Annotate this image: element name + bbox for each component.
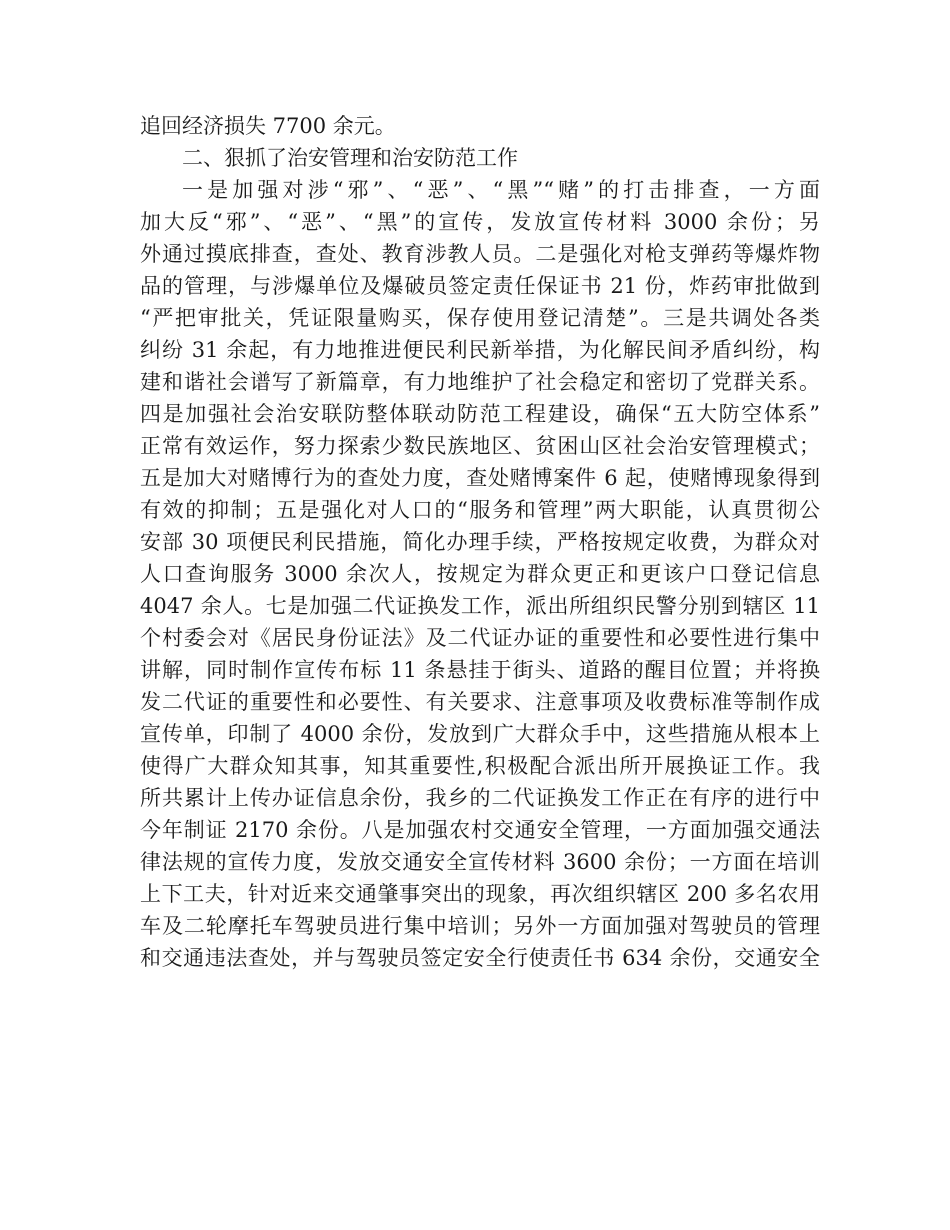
text-line: 正常有效运作，努力探索少数民族地区、贫困山区社会治安管理模式； bbox=[140, 434, 820, 458]
text-line: 人口查询服务 3000 余次人，按规定为群众更正和更该户口登记信息 bbox=[140, 562, 820, 586]
text-line: 上下工夫，针对近来交通肇事突出的现象，再次组织辖区 200 多名农用 bbox=[140, 882, 820, 906]
text-line: 追回经济损失 7700 余元。 bbox=[140, 114, 396, 138]
text-line: 所共累计上传办证信息余份，我乡的二代证换发工作正在有序的进行中 bbox=[140, 786, 820, 810]
text-line: 五是加大对赌博行为的查处力度，查处赌博案件 6 起，使赌博现象得到 bbox=[140, 466, 820, 490]
text-line: 发二代证的重要性和必要性、有关要求、注意事项及收费标准等制作成 bbox=[140, 690, 820, 714]
text-line: 外通过摸底排查，查处、教育涉教人员。二是强化对枪支弹药等爆炸物 bbox=[140, 242, 820, 266]
text-line: 和交通违法查处，并与驾驶员签定安全行使责任书 634 余份，交通安全 bbox=[140, 946, 820, 970]
text-line: 4047 余人。七是加强二代证换发工作，派出所组织民警分别到辖区 11 bbox=[140, 594, 820, 618]
text-line: 使得广大群众知其事，知其重要性,积极配合派出所开展换证工作。我 bbox=[140, 754, 820, 778]
text-line: “严把审批关，凭证限量购买，保存使用登记清楚”。三是共调处各类 bbox=[140, 306, 820, 330]
document-body bbox=[140, 110, 820, 974]
text-line: 建和谐社会谱写了新篇章，有力地维护了社会稳定和密切了党群关系。 bbox=[140, 370, 820, 394]
text-line: 品的管理，与涉爆单位及爆破员签定责任保证书 21 份，炸药审批做到 bbox=[140, 274, 820, 298]
text-line: 一是加强对涉“邪”、“恶”、“黑”“赌”的打击排查，一方面 bbox=[182, 178, 820, 202]
text-line: 加大反“邪”、“恶”、“黑”的宣传，发放宣传材料 3000 余份；另 bbox=[140, 210, 820, 234]
section-heading: 二、狠抓了治安管理和治安防范工作 bbox=[182, 146, 518, 170]
text-line: 安部 30 项便民利民措施，简化办理手续，严格按规定收费，为群众对 bbox=[140, 530, 820, 554]
text-line: 四是加强社会治安联防整体联动防范工程建设，确保“五大防空体系” bbox=[140, 402, 820, 426]
text-line: 律法规的宣传力度，发放交通安全宣传材料 3600 余份；一方面在培训 bbox=[140, 850, 820, 874]
text-line: 今年制证 2170 余份。八是加强农村交通安全管理，一方面加强交通法 bbox=[140, 818, 820, 842]
text-line: 个村委会对《居民身份证法》及二代证办证的重要性和必要性进行集中 bbox=[140, 626, 820, 650]
text-line: 宣传单，印制了 4000 余份，发放到广大群众手中，这些措施从根本上 bbox=[140, 722, 820, 746]
text-line: 车及二轮摩托车驾驶员进行集中培训；另外一方面加强对驾驶员的管理 bbox=[140, 914, 820, 938]
text-line: 纠纷 31 余起，有力地推进便民利民新举措，为化解民间矛盾纠纷，构 bbox=[140, 338, 820, 362]
text-line: 有效的抑制；五是强化对人口的“服务和管理”两大职能，认真贯彻公 bbox=[140, 498, 820, 522]
text-line: 讲解，同时制作宣传布标 11 条悬挂于街头、道路的醒目位置；并将换 bbox=[140, 658, 820, 682]
